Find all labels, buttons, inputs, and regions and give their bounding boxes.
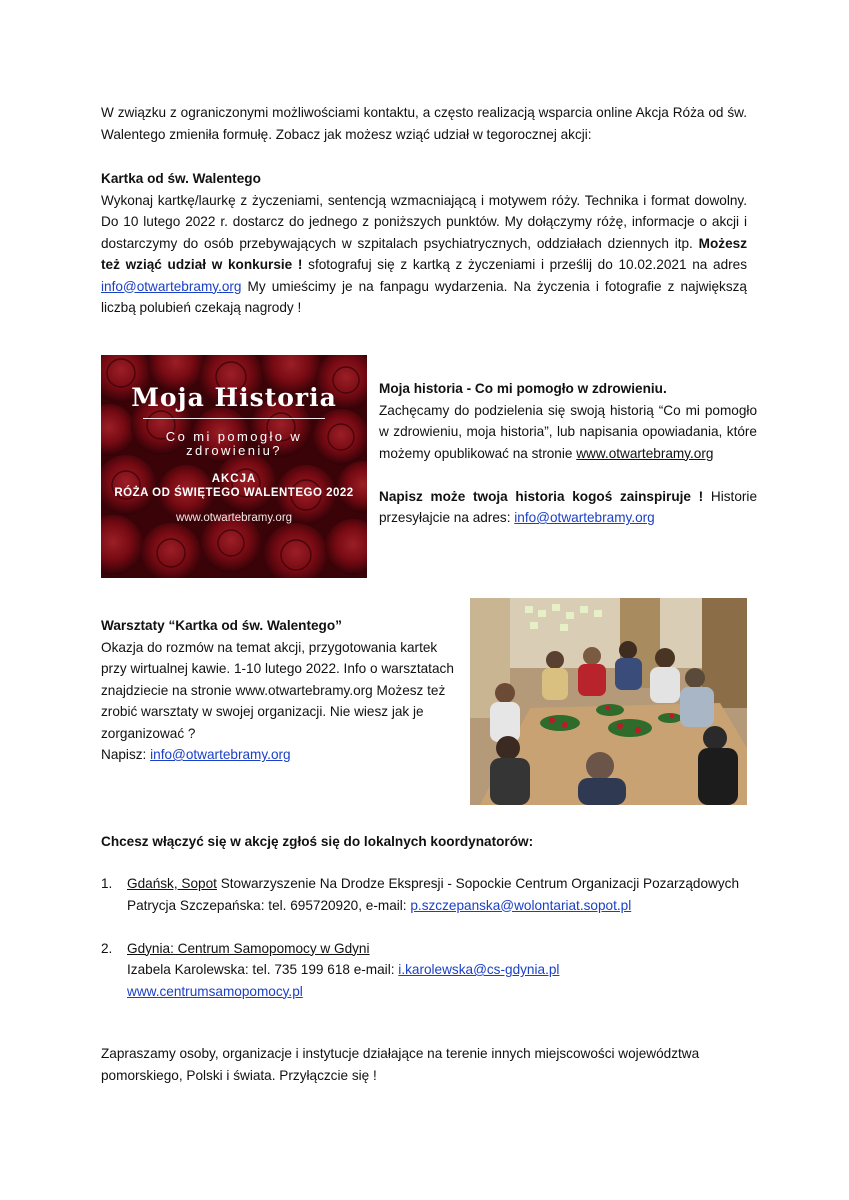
coordinator-email-link[interactable]: p.szczepanska@wolontariat.sopot.pl [410, 897, 632, 913]
workshop-photo [470, 598, 747, 805]
kartka-section [101, 168, 747, 319]
warsztaty-paragraph: Okazja do rozmów na temat akcji, przygotowania kartek przy wirtualnej kawie. 1-10 lutego 2022. Info o warsztatach znajdziecie na stronie www.otwartebramy.org Możesz też zrobić warsztaty w swojej organizacji. Nie wiesz jak je zorganizować ? [101, 639, 454, 741]
list-number: 2. [101, 940, 113, 956]
warsztaty-contact: Napisz: info@otwartebramy.org [101, 747, 291, 762]
kartka-contest-bold: Możesz też wziąć udział w konkursie ! [101, 235, 747, 272]
list-item [101, 873, 747, 916]
coordinator-city[interactable]: Gdańsk, Sopot [127, 876, 217, 891]
workshop-scene [470, 598, 747, 805]
poster-title: Moja Historia [131, 383, 337, 412]
warsztaty-email-link[interactable]: info@otwartebramy.org [150, 747, 291, 762]
kartka-heading: Kartka od św. Walentego [101, 171, 261, 186]
historia-section [379, 378, 757, 529]
coordinator-email-link[interactable]: i.karolewska@cs-gdynia.pl [398, 962, 560, 977]
historia-paragraph: Zachęcamy do podzielenia się swoją historią “Co mi pomogło w zdrowieniu, moja historia”, lub napisania opowiadania, które możemy opublikować na stronie www.otwartebramy.org [379, 402, 757, 461]
coordinators-heading: Chcesz włączyć się w akcję zgłoś się do lokalnych koordynatorów: [101, 834, 534, 849]
list-item [101, 938, 747, 1003]
moja-historia-poster [101, 355, 367, 578]
poster-subtitle-line1: Co mi pomogło w [165, 429, 303, 444]
closing-paragraph: Zapraszamy osoby, organizacje i instytucje działające na terenie innych miejscowości województwa pomorskiego, Polski i świata. Przyłączcie się ! [101, 1046, 700, 1083]
warsztaty-section [101, 615, 461, 766]
kartka-paragraph: Wykonaj kartkę/laurkę z życzeniami, sentencją wzmacniającą i motywem róży. Technika i format dowolny. Do 10 lutego 2022 r. dostarcz do jednego z poniższych punktów. My dołączymy różę, informacje o akcji i dostarczymy do osób przebywających w szpitalach psychiatrycznych, oddziałach dziennych itp. Możesz też wziąć udział w konkursie ! sfotografuj się z kartką z życzeniami i prześlij do 10.02.2021 na adres info@otwartebramy.org My umieścimy je na fanpagu wydarzenia. Na życzenia i fotografie z największą liczbą polubień czekają nagrody ! [101, 192, 748, 315]
historia-bold: Napisz może twoja historia kogoś zainspiruje ! [379, 488, 704, 504]
coordinator-contact: Izabela Karolewska: tel. 735 199 618 e-mail: [127, 962, 395, 977]
coordinator-website-link[interactable]: www.centrumsamopomocy.pl [127, 983, 303, 999]
list-number: 1. [101, 876, 113, 891]
historia-url[interactable]: www.otwartebramy.org [576, 445, 714, 461]
warsztaty-heading: Warsztaty “Kartka od św. Walentego” [101, 618, 342, 633]
intro-text: W związku z ograniczonymi możliwościami kontaktu, a często realizacją wsparcia online Akcja Róża od św. Walentego zmieniła formułę. Zobacz jak możesz wziąć udział w tegorocznej akcji: [101, 105, 747, 142]
poster-subtitle-line2: zdrowieniu? [186, 443, 282, 458]
kartka-email-link[interactable]: info@otwartebramy.org [101, 278, 242, 294]
coordinator-org: Stowarzyszenie Na Drodze Ekspresji - Sopockie Centrum Organizacji Pozarządowych [220, 876, 740, 891]
coordinator-city[interactable]: Gdynia: Centrum Samopomocy w Gdyni [127, 940, 370, 956]
intro-paragraph [101, 102, 747, 145]
poster-website: www.otwartebramy.org [175, 512, 293, 524]
historia-email-link[interactable]: info@otwartebramy.org [514, 510, 655, 525]
poster-divider [143, 418, 325, 419]
coordinator-contact: Patrycja Szczepańska: tel. 695720920, e-mail: [127, 897, 407, 913]
poster-event-name: RÓŻA OD ŚWIĘTEGO WALENTEGO 2022 [114, 487, 354, 499]
historia-call: Napisz może twoja historia kogoś zainspiruje ! Historie przesyłajcie na adres: info@otwartebramy.org [379, 488, 757, 525]
poster-akcja: AKCJA [211, 473, 257, 485]
historia-heading: Moja historia - Co mi pomogło w zdrowieniu. [379, 381, 667, 396]
coordinators-list [101, 873, 747, 1002]
